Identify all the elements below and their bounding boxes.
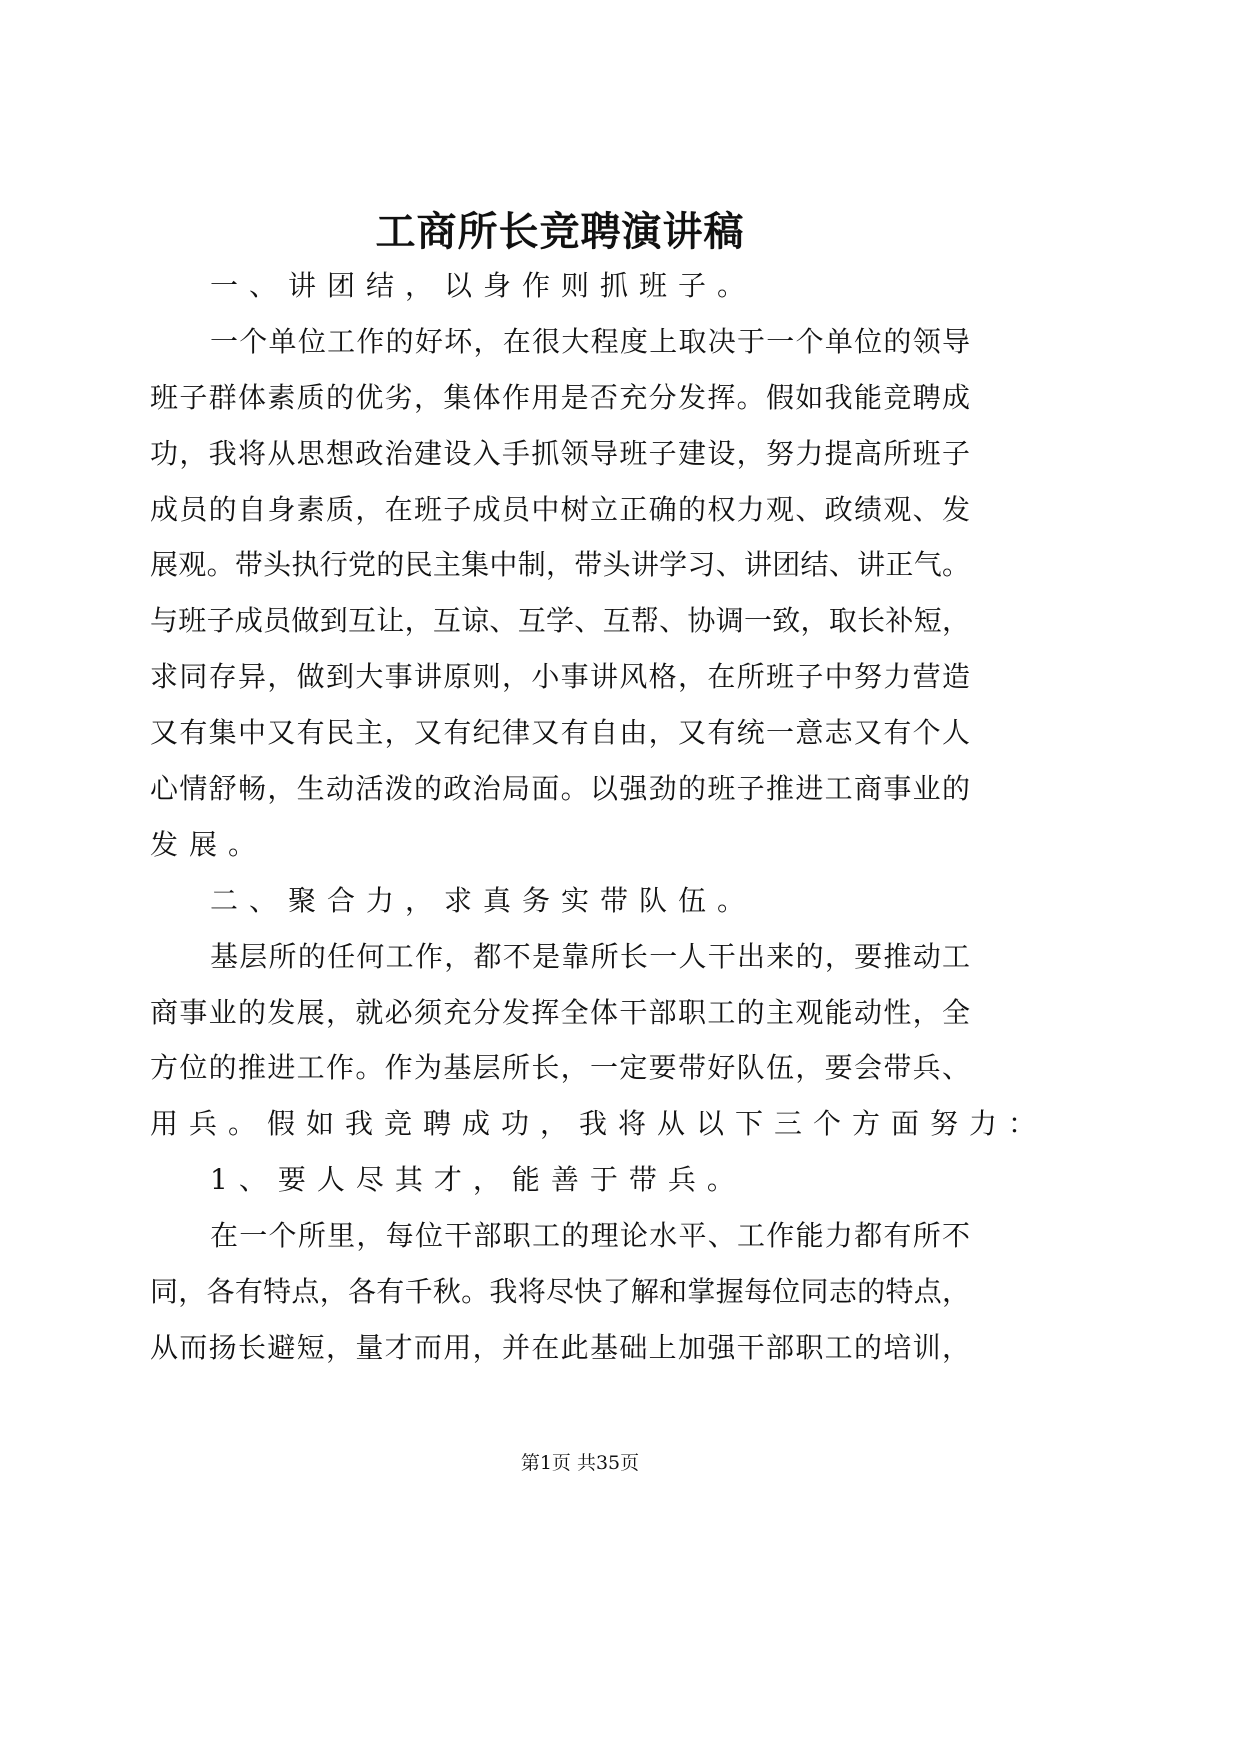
text-line: 从而扬长避短，量才而用，并在此基础上加强干部职工的培训，: [150, 1330, 970, 1364]
text-line: 基层所的任何工作，都不是靠所长一人干出来的，要推动工: [210, 939, 970, 973]
document-body: [150, 264, 1048, 1382]
text-line: 二、聚合力，求真务实带队伍。: [210, 883, 757, 917]
text-line: 求同存异，做到大事讲原则，小事讲风格，在所班子中努力营造: [150, 660, 970, 694]
text-line: 发展。: [150, 827, 268, 861]
document-title: 工商所长竞聘演讲稿: [375, 208, 745, 255]
text-line: 功，我将从思想政治建设入手抓领导班子建设，努力提高所班子: [150, 436, 970, 470]
text-line: 又有集中又有民主，又有纪律又有自由，又有统一意志又有个人: [150, 716, 970, 750]
text-line: 1、要人尽其才，能善于带兵。: [210, 1163, 746, 1197]
text-line: 展观。带头执行党的民主集中制，带头讲学习、讲团结、讲正气。: [150, 548, 970, 582]
text-line: 商事业的发展，就必须充分发挥全体干部职工的主观能动性，全: [150, 995, 970, 1029]
text-line: 与班子成员做到互让，互谅、互学、互帮、协调一致，取长补短，: [150, 604, 970, 638]
text-line: 心情舒畅，生动活泼的政治局面。以强劲的班子推进工商事业的: [150, 772, 970, 806]
text-line: 一个单位工作的好坏，在很大程度上取决于一个单位的领导: [210, 324, 970, 358]
text-line: 成员的自身素质，在班子成员中树立正确的权力观、政绩观、发: [150, 492, 970, 526]
text-line: 用兵。假如我竞聘成功，我将从以下三个方面努力：: [150, 1107, 1048, 1141]
text-line: 一、讲团结，以身作则抓班子。: [210, 269, 757, 302]
page-footer: 第1页 共35页: [520, 1452, 640, 1474]
text-line: 班子群体素质的优劣，集体作用是否充分发挥。假如我能竞聘成: [150, 380, 970, 414]
text-line: 同，各有特点，各有千秋。我将尽快了解和掌握每位同志的特点，: [150, 1275, 970, 1309]
text-line: 方位的推进工作。作为基层所长，一定要带好队伍，要会带兵、: [150, 1051, 970, 1085]
text-line: 在一个所里，每位干部职工的理论水平、工作能力都有所不: [210, 1219, 970, 1253]
